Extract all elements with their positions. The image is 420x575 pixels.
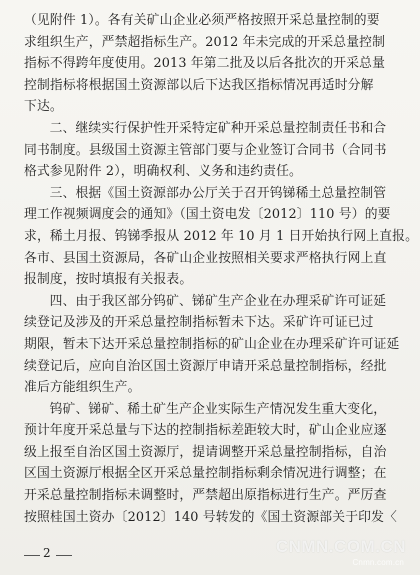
watermark-subtext: Cnmn.com.cn bbox=[352, 558, 404, 567]
document-body-text bbox=[24, 10, 419, 528]
text-line: 各市、县国土资源局，各矿山企业按照相关要求严格执行网上直 bbox=[24, 250, 387, 266]
text-line: 区国土资源厅根据全区开采总量控制指标剩余情况进行调整；在 bbox=[24, 466, 387, 482]
text-line: 开采总量控制指标未调整时，严禁超出原指标进行生产。严厉查 bbox=[24, 488, 387, 504]
text-line: 求组织生产，严禁超指标生产。2012 年未完成的开采总量控制 bbox=[24, 34, 386, 50]
text-line: 预计年度开采总量与下达的控制指标差距较大时，矿山企业应逐 bbox=[24, 423, 387, 439]
text-line: （见附件 1）。各有关矿山企业必须严格按照开采总量控制的要 bbox=[24, 13, 380, 28]
text-line: 三、根据《国土资源部办公厅关于召开钨锑稀土总量控制管 bbox=[49, 185, 387, 201]
paragraph bbox=[24, 118, 398, 183]
text-line: 报制度，按时填报有关报表。 bbox=[24, 272, 193, 288]
text-line: 钨矿、锑矿、稀土矿生产企业实际生产情况发生重大变化， bbox=[49, 401, 387, 417]
text-line: 格式参见附件 2），明确权利、义务和违约责任。 bbox=[24, 164, 302, 180]
paragraph bbox=[24, 183, 419, 291]
text-line: 续登记后，应向自治区国土资源厅申请开采总量控制指标，经批 bbox=[24, 358, 387, 374]
paragraph bbox=[24, 10, 398, 118]
text-line: 指标不得跨年度使用。2013 年第二批及以后各批次的开采总量 bbox=[24, 56, 386, 72]
text-line: 按照桂国土资办〔2012〕140 号转发的《国土资源部关于印发〈 bbox=[24, 509, 397, 525]
paragraph bbox=[24, 399, 398, 529]
text-line: 四、由于我区部分钨矿、锑矿生产企业在办理采矿许可证延 bbox=[49, 293, 387, 309]
text-line: 级上报至自治区国土资源厅，提请调整开采总量控制指标，自治 bbox=[24, 444, 387, 460]
watermark-logo: CNMN.COM.CN bbox=[275, 537, 406, 556]
text-line: 控制指标将根据国土资源部以后下达我区指标情况再适时分解 bbox=[24, 77, 374, 93]
text-line: 同书制度。县级国土资源主管部门要与企业签订合同书（合同书 bbox=[24, 142, 387, 158]
page-number: 2 bbox=[43, 546, 51, 560]
page-number-right-rule bbox=[56, 555, 72, 556]
text-line: 期限，暂未下达开采总量控制指标的矿山企业在办理采矿许可证延 bbox=[24, 336, 400, 352]
text-line: 理工作视频调度会的通知》（国土资电发〔2012〕110 号）的要 bbox=[24, 207, 391, 223]
text-line: 二、继续实行保护性开采特定矿种开采总量控制责任书和合 bbox=[49, 120, 387, 136]
text-line: 续登记及涉及的开采总量控制指标暂未下达。采矿许可证已过 bbox=[24, 315, 374, 331]
text-line: 准后方能组织生产。 bbox=[24, 380, 141, 396]
page-number-left-rule bbox=[24, 555, 40, 556]
text-line: 下达。 bbox=[24, 99, 63, 115]
text-line: 求，稀土月报、钨锑季报从 2012 年 10 月 1 日开始执行网上直报。 bbox=[24, 228, 419, 244]
paragraph bbox=[24, 291, 398, 399]
